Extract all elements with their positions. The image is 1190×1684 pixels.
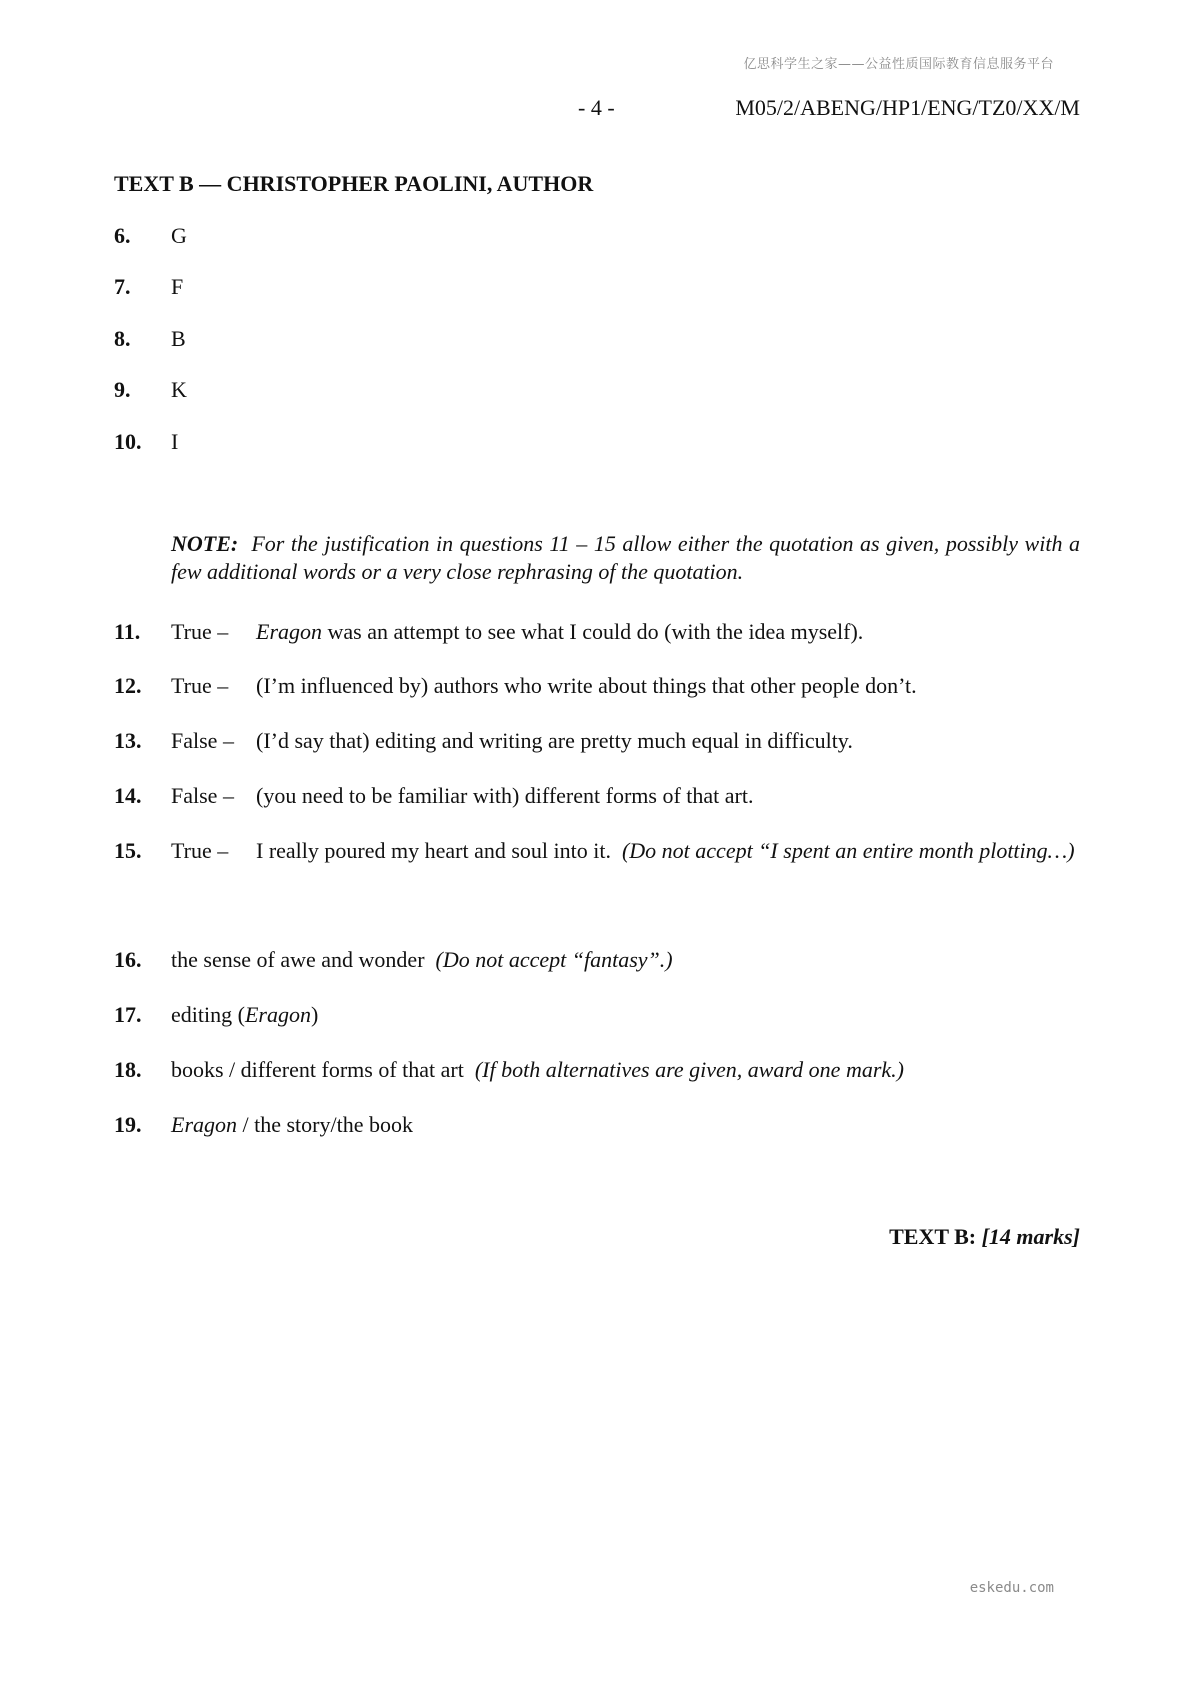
total-label: TEXT B: (889, 1224, 977, 1249)
book-title: Eragon (256, 619, 322, 644)
question-number: 9. (114, 377, 131, 402)
question-number: 6. (114, 223, 131, 248)
question-number: 8. (114, 326, 131, 351)
question-number: 12. (114, 673, 142, 698)
total-marks: [14 marks] (981, 1224, 1080, 1249)
note-text: For the justification in questions 11 – 15 allow either the quotation as given, possibly with a few additional words or a very close rephrasing of the quotation. (171, 531, 1080, 584)
justification: (I’m influenced by) authors who write about things that other people don’t. (256, 673, 917, 698)
true-false-value: False – (171, 783, 234, 808)
note-label: NOTE: (171, 531, 239, 556)
answer-text: Eragon / the story/the book (171, 1112, 413, 1137)
answer-letter: F (171, 274, 184, 299)
section-title: TEXT B — CHRISTOPHER PAOLINI, AUTHOR (114, 171, 594, 196)
true-false-value: False – (171, 728, 234, 753)
watermark-bottom: eskedu.com (969, 1580, 1054, 1596)
marking-note: (If both alternatives are given, award one mark.) (474, 1057, 904, 1082)
section-total (0, 1224, 1080, 1250)
question-number: 18. (114, 1057, 142, 1082)
page-number: - 4 - (578, 95, 615, 120)
question-number: 15. (114, 838, 142, 863)
answer-letter: B (171, 326, 186, 351)
marking-note: (Do not accept “I spent an entire month plotting…) (621, 838, 1075, 863)
answer-letter: I (171, 429, 179, 454)
justification-note (171, 530, 1080, 586)
book-title: Eragon (171, 1112, 237, 1137)
justification: I really poured my heart and soul into it. (Do not accept “I spent an entire month plotting…) (256, 838, 1075, 863)
question-number: 16. (114, 947, 142, 972)
answer-letter: G (171, 223, 187, 248)
answer-text: editing (Eragon) (171, 1002, 319, 1027)
question-number: 13. (114, 728, 142, 753)
justification: (you need to be familiar with) different forms of that art. (256, 783, 754, 808)
justification: (I’d say that) editing and writing are pretty much equal in difficulty. (256, 728, 853, 753)
answer-letter: K (171, 377, 187, 402)
question-number: 17. (114, 1002, 142, 1027)
question-number: 10. (114, 429, 142, 454)
document-reference: M05/2/ABENG/HP1/ENG/TZ0/XX/M (735, 95, 1080, 120)
book-title: Eragon (244, 1002, 311, 1027)
question-number: 19. (114, 1112, 142, 1137)
true-false-value: True – (171, 673, 229, 698)
justification: Eragon was an attempt to see what I could do (with the idea myself). (256, 619, 864, 644)
marking-note: (Do not accept “fantasy”.) (435, 947, 673, 972)
question-number: 14. (114, 783, 142, 808)
question-number: 7. (114, 274, 131, 299)
true-false-value: True – (171, 619, 229, 644)
answer-text: the sense of awe and wonder (Do not accept “fantasy”.) (171, 947, 673, 972)
true-false-value: True – (171, 838, 229, 863)
question-number: 11. (114, 619, 141, 644)
watermark-top: 亿思科学生之家——公益性质国际教育信息服务平台 (743, 57, 1054, 72)
answer-text: books / different forms of that art (If both alternatives are given, award one mark.) (171, 1057, 904, 1082)
